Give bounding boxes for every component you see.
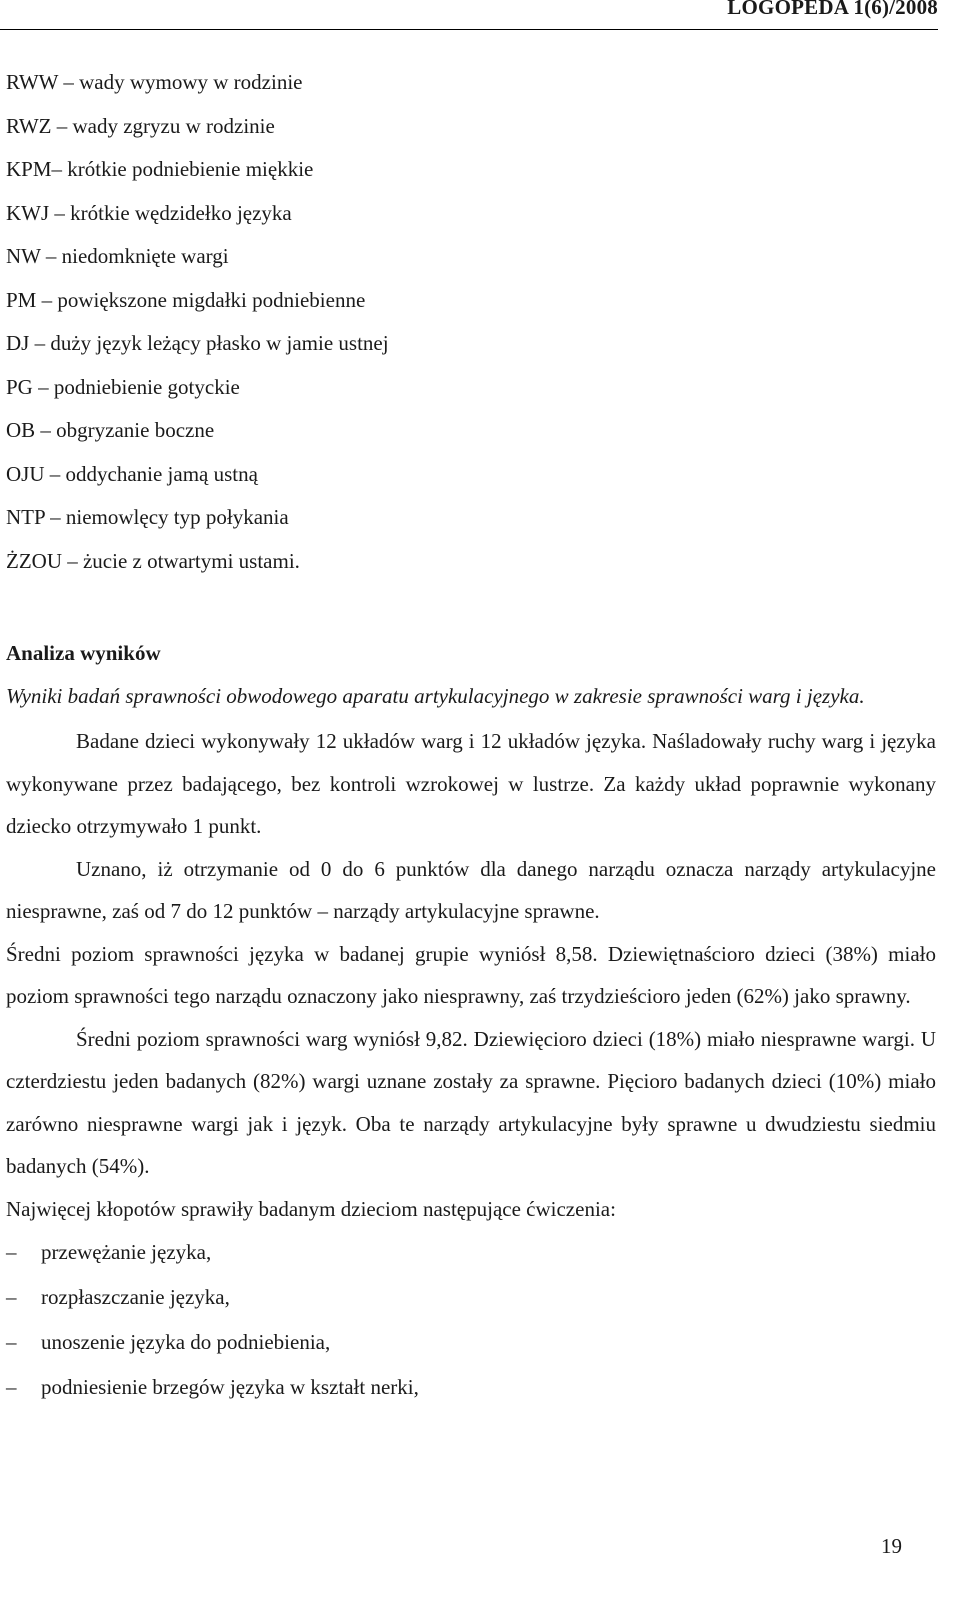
abbreviation-item: KPM– krótkie podniebienie miękkie <box>6 157 314 181</box>
abbreviation-item: NW – niedomknięte wargi <box>6 244 229 268</box>
abbreviation-list <box>6 64 936 586</box>
abbreviation-item: NTP – niemowlęcy typ połykania <box>6 505 289 529</box>
dash-bullet: – <box>6 1330 17 1354</box>
abbreviation-item: RWZ – wady zgryzu w rodzinie <box>6 113 275 138</box>
exercise-item <box>6 1365 936 1410</box>
dash-bullet: – <box>6 1285 17 1309</box>
dash-bullet: – <box>6 1240 17 1264</box>
exercise-item <box>6 1230 936 1275</box>
exercise-label: podniesienie brzegów języka w kształt nerki, <box>41 1375 419 1399</box>
abbreviation-item: OB – obgryzanie boczne <box>6 418 215 442</box>
paragraph: Średni poziom sprawności warg wyniósł 9,82. Dziewięcioro dzieci (18%) miało niesprawne wargi. U czterdziestu jeden badanych (82%) wargi uznane zostały za sprawne. Pięcioro badanych dzieci (10%) miało zarówno niesprawne wargi jak i język. Oba te narządy artykulacyjne były sprawne u dwudziestu siedmiu badanych (54%). <box>6 1026 936 1178</box>
abbreviation-item: RWW – wady wymowy w rodzinie <box>6 70 303 94</box>
exercise-item <box>6 1275 936 1320</box>
exercise-list <box>6 1230 936 1410</box>
abbreviation-item: PM – powiększone migdałki podniebienne <box>6 287 366 312</box>
paragraph: Uznano, iż otrzymanie od 0 do 6 punktów dla danego narządu oznacza narządy artykulacyjne niesprawne, zaś od 7 do 12 punktów – narządy artykulacyjne sprawne. <box>6 856 936 923</box>
abbreviation-item: KWJ – krótkie wędzidełko języka <box>6 200 292 225</box>
exercise-label: przewężanie języka, <box>41 1240 212 1264</box>
abbreviation-item: OJU – oddychanie jamą ustną <box>6 461 258 486</box>
abbreviation-item: PG – podniebienie gotyckie <box>6 374 240 399</box>
exercise-label: unoszenie języka do podniebienia, <box>41 1330 331 1354</box>
paragraph: Badane dzieci wykonywały 12 układów warg i 12 układów języka. Naśladowały ruchy warg i języka wykonywane przez badającego, bez kontroli wzrokowej w lustrze. Za każdy układ poprawnie wykonany dziecko otrzymywało 1 punkt. <box>6 729 936 838</box>
abbreviation-item: DJ – duży język leżący płasko w jamie ustnej <box>6 331 389 355</box>
section-subtitle: Wyniki badań sprawności obwodowego aparatu artykulacyjnego w zakresie sprawności warg i języka. <box>6 684 865 708</box>
page-header <box>0 0 938 30</box>
paragraph: Najwięcej kłopotów sprawiły badanym dzieciom następujące ćwiczenia: <box>6 1196 616 1221</box>
exercise-label: rozpłaszczanie języka, <box>41 1285 230 1309</box>
page-number: 19 <box>881 1534 902 1558</box>
exercise-item <box>6 1320 936 1365</box>
paragraph: Średni poziom sprawności języka w badanej grupie wyniósł 8,58. Dziewiętnaścioro dzieci (38%) miało poziom sprawności tego narządu oznaczony jako niesprawny, zaś trzydzieścioro jeden (62%) jako sprawny. <box>6 941 936 1008</box>
dash-bullet: – <box>6 1375 17 1399</box>
section-heading: Analiza wyników <box>6 641 161 665</box>
page-content <box>6 64 936 1410</box>
abbreviation-item: ŻZOU – żucie z otwartymi ustami. <box>6 548 300 573</box>
journal-title: LOGOPEDA 1(6)/2008 <box>727 0 938 19</box>
